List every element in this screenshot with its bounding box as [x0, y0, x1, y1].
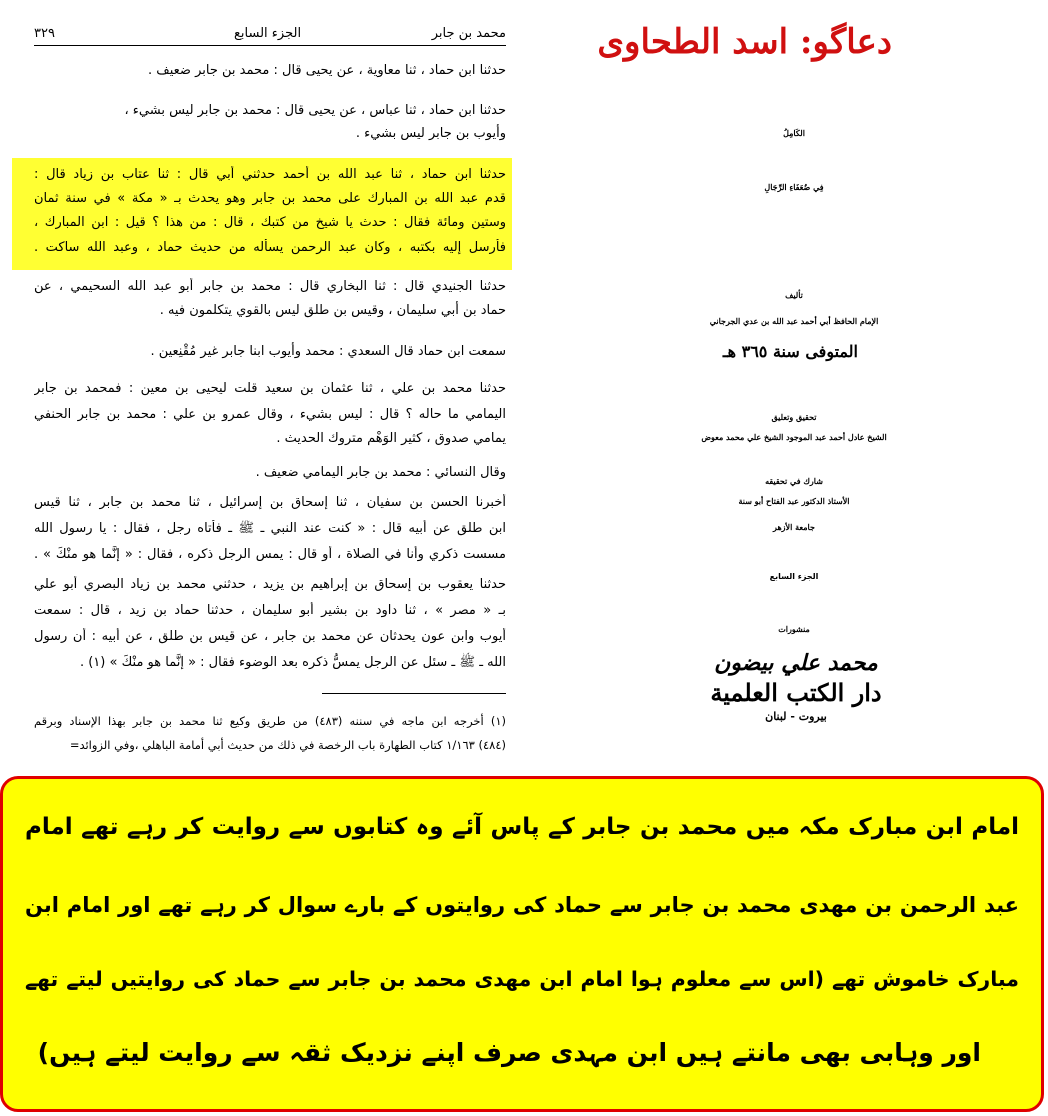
- text-line: ابن طلق عن أبيه قال : « كنت عند النبي ـ ﷺ ـ فأتاه رجل ، فقال : يا رسول الله: [34, 521, 506, 536]
- urdu-line: امام ابن مبارک مکہ میں محمد بن جابر کے پاس آئے وہ کتابوں سے روایت کر رہے تھے امام: [25, 814, 1019, 840]
- urdu-line: عبد الرحمن بن مھدی محمد بن جابر سے حماد کی روایتوں کے بارے سوال کر رہے تھے اور امام ابن: [25, 893, 1019, 917]
- cover-title-sub: فِي ضُعَفَاءِ الرِّجَالِ: [764, 182, 824, 192]
- footnote-line: (١) أخرجه ابن ماجه في سننه (٤٨٣) من طريق وكيع ثنا محمد بن جابر بهذا الإسناد وبرقم: [34, 714, 506, 728]
- urdu-line: مبارک خاموش تھے (اس سے معلوم ہوا امام ابن مھدی محمد بن جابر سے حماد کی روایتیں لیتے تھے: [25, 967, 1019, 991]
- cover-editors: الشيخ عادل أحمد عبد الموجود الشيخ علي محمد معوض: [701, 432, 887, 442]
- footnote-line: (٤٨٤) ١/١٦٣ كتاب الطهارة باب الرخصة في ذلك من حديث أبي أمامة الباهلي ،وفي الزوائد=: [69, 738, 506, 752]
- cover-death-year: المتوفى سنة ٣٦٥ هـ: [722, 342, 858, 361]
- footnote-rule: [322, 693, 506, 694]
- text-line: حدثنا ابن حماد ، ثنا عباس ، عن يحيى قال : محمد بن جابر ليس بشيء ،: [124, 103, 506, 118]
- text-line: وأيوب بن جابر ليس بشيء .: [355, 126, 506, 141]
- cover-author: الإمام الحافظ أبي أحمد عبد الله بن عدي الجرجاني: [709, 316, 879, 326]
- text-line: وستين ومائة فقال : حدث يا شيخ من كتبك ، قال : من هذا ؟ قيل : ابن المبارك ،: [34, 215, 506, 230]
- text-line: مسست ذكري وأنا في الصلاة ، أو قال : يمس الرجل ذكره ، فقال : « إنَّما هو منْكَ » .: [34, 547, 506, 562]
- by-label: تأليف: [785, 290, 803, 300]
- manshurat-label: منشورات: [778, 624, 810, 634]
- shared-label: شارك في تحقيقه: [765, 476, 823, 486]
- text-line: سمعت ابن حماد قال السعدي : محمد وأيوب ابنا جابر غير مُقْنِعين .: [150, 344, 506, 359]
- university: جامعة الأزهر: [773, 522, 815, 532]
- book-page-scan: [0, 0, 540, 770]
- publisher-name: دار الكتب العلمية: [710, 678, 882, 707]
- text-line: حدثنا يعقوب بن إسحاق بن إبراهيم بن يزيد ، حدثني محمد بن زياد البصري أبو علي: [34, 577, 506, 592]
- page-header: [34, 26, 506, 46]
- text-line: حدثنا ابن حماد ، ثنا عبد الله بن أحمد حدثني أبي قال : ثنا عتاب بن زياد قال :: [34, 167, 506, 182]
- dua-signature: دعاگو: اسد الطحاوی: [597, 22, 892, 62]
- text-line: يمامي صدوق ، كثير الوَهْم متروك الحديث .: [276, 431, 506, 446]
- part-title: الجزء السابع: [234, 26, 302, 41]
- tahqiq-label: تحقيق وتعليق: [771, 412, 817, 422]
- cover-title-main: الكَامِلُ: [783, 128, 805, 138]
- text-line: حدثنا ابن حماد ، ثنا معاوية ، عن يحيى قال : محمد بن جابر ضعيف .: [148, 63, 506, 78]
- text-line: الله ـ ﷺ ـ سئل عن الرجل يمسُّ ذكره بعد الوضوء فقال : « إنَّما هو منْكَ » (١) .: [79, 655, 506, 670]
- page-number: ٣٢٩: [34, 26, 55, 41]
- publisher-city: بيروت - لبنان: [765, 710, 827, 723]
- text-line: قدم عبد الله بن المبارك على محمد بن جابر وهو يحدث بـ « مكة » في سنة ثمان: [34, 191, 506, 206]
- co-editor: الأستاذ الدكتور عبد الفتاح أبو سنة: [738, 496, 850, 506]
- urdu-line: اور وہابی بھی مانتے ہیں ابن مہدی صرف اپنے نزدیک ثقہ سے روایت لیتے ہیں): [37, 1038, 981, 1067]
- text-line: أخبرنا الحسن بن سفيان ، ثنا إسحاق بن إسرائيل ، ثنا محمد بن جابر ، ثنا قيس: [34, 495, 506, 510]
- text-line: اليمامي ما حاله ؟ قال : ليس بشيء ، وقال عمرو بن علي : محمد بن جابر الحنفي: [34, 407, 506, 422]
- text-line: أيوب وابن عون يحدثان عن محمد بن جابر ، عن قيس بن طلق ، عن أبيه : أن رسول: [34, 629, 506, 644]
- publisher-logo: [688, 650, 904, 730]
- text-line: حدثنا الجنيدي قال : ثنا البخاري قال : محمد بن جابر أبو عبد الله السحيمي ، عن: [34, 279, 506, 294]
- text-line: حماد بن أبي سليمان ، وقيس بن طلق ليس بالقوي يتكلمون فيه .: [159, 303, 506, 318]
- urdu-commentary-box: [0, 776, 1044, 1112]
- cover-volume: الجزء السابع: [769, 572, 819, 581]
- running-name: محمد بن جابر: [431, 26, 506, 41]
- text-line: حدثنا محمد بن علي ، ثنا عثمان بن سعيد قلت ليحيى بن معين : فمحمد بن جابر: [34, 381, 506, 396]
- text-line: فأرسل إليه بكتبه ، وكان عبد الرحمن يسأله من حديث حماد ، وعبد الله ساكت .: [34, 240, 506, 255]
- header-rule: [34, 45, 506, 46]
- text-line: وقال النسائي : محمد بن جابر اليمامي ضعيف .: [255, 465, 506, 480]
- book-cover: [540, 0, 1048, 770]
- text-line: بـ « مصر » ، ثنا داود بن بشير أبو سليمان ، حدثنا حماد بن زيد ، قال : سمعت: [34, 603, 506, 618]
- publisher-person: محمد علي بيضون: [714, 650, 878, 676]
